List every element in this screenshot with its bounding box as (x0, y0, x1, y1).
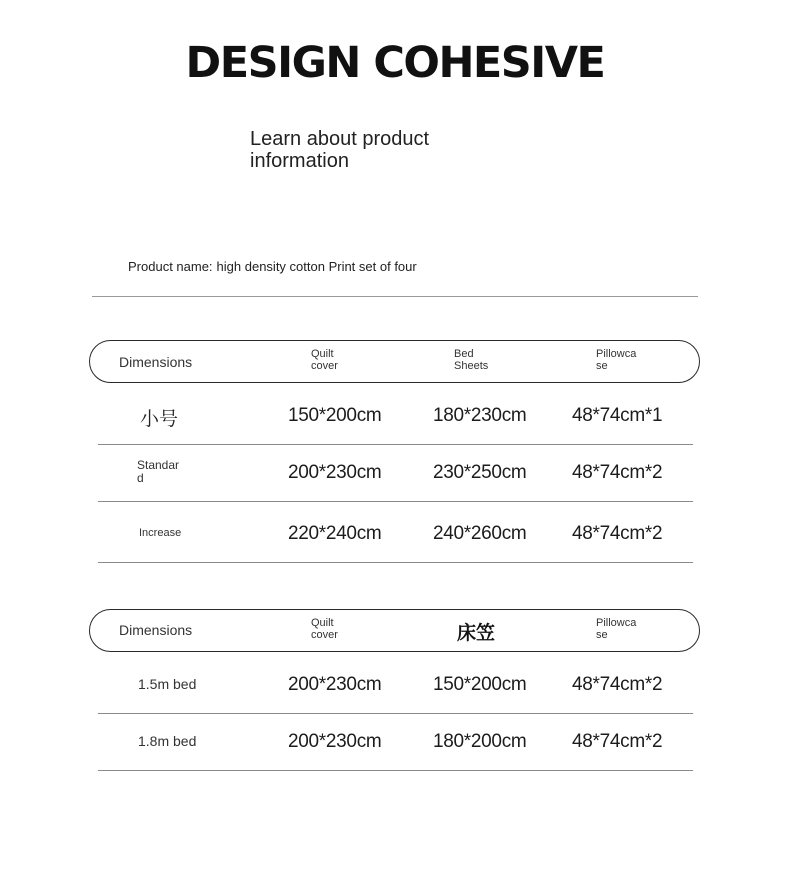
header-pillowcase: Pillowca se (596, 348, 637, 372)
quilt-cover-value: 200*230cm (288, 674, 382, 695)
quilt-cover-value: 200*230cm (288, 731, 382, 752)
header-quilt-cover: Quilt cover (311, 348, 338, 372)
pillowcase-value: 48*74cm*2 (572, 523, 663, 544)
pillowcase-value: 48*74cm*2 (572, 731, 663, 752)
pillowcase-value: 48*74cm*2 (572, 462, 663, 483)
page-title: DESIGN COHESIVE (185, 38, 605, 88)
header-dimensions: Dimensions (119, 622, 193, 638)
bed-sheets-value: 180*230cm (433, 405, 527, 426)
header-quilt-cover: Quilt cover (311, 617, 338, 641)
pillowcase-value: 48*74cm*1 (572, 405, 663, 426)
row-label: Increase (139, 527, 182, 539)
product-name-value: high density cotton Print set of four (216, 259, 417, 274)
header-dimensions: Dimensions (119, 354, 193, 370)
product-name-line (128, 259, 417, 274)
header-fitted-sheet: 床笠 (457, 623, 496, 644)
row-divider (98, 444, 693, 445)
fitted-sheet-value: 180*200cm (433, 731, 527, 752)
product-name-label: Product name: (128, 259, 213, 274)
quilt-cover-value: 150*200cm (288, 405, 382, 426)
row-divider (98, 770, 693, 771)
row-label: 1.5m bed (138, 676, 197, 692)
row-label: Standar d (137, 458, 180, 485)
section-divider (92, 296, 698, 297)
quilt-cover-value: 220*240cm (288, 523, 382, 544)
subtitle: Learn about product information (250, 128, 430, 172)
row-divider (98, 562, 693, 563)
header-pillowcase: Pillowca se (596, 617, 637, 641)
header-bed-sheets: Bed Sheets (454, 348, 489, 372)
row-divider (98, 501, 693, 502)
pillowcase-value: 48*74cm*2 (572, 674, 663, 695)
fitted-sheet-value: 150*200cm (433, 674, 527, 695)
quilt-cover-value: 200*230cm (288, 462, 382, 483)
row-label: 1.8m bed (138, 733, 197, 749)
bed-sheets-value: 240*260cm (433, 523, 527, 544)
row-label: 小号 (140, 409, 179, 430)
row-divider (98, 713, 693, 714)
bed-sheets-value: 230*250cm (433, 462, 527, 483)
